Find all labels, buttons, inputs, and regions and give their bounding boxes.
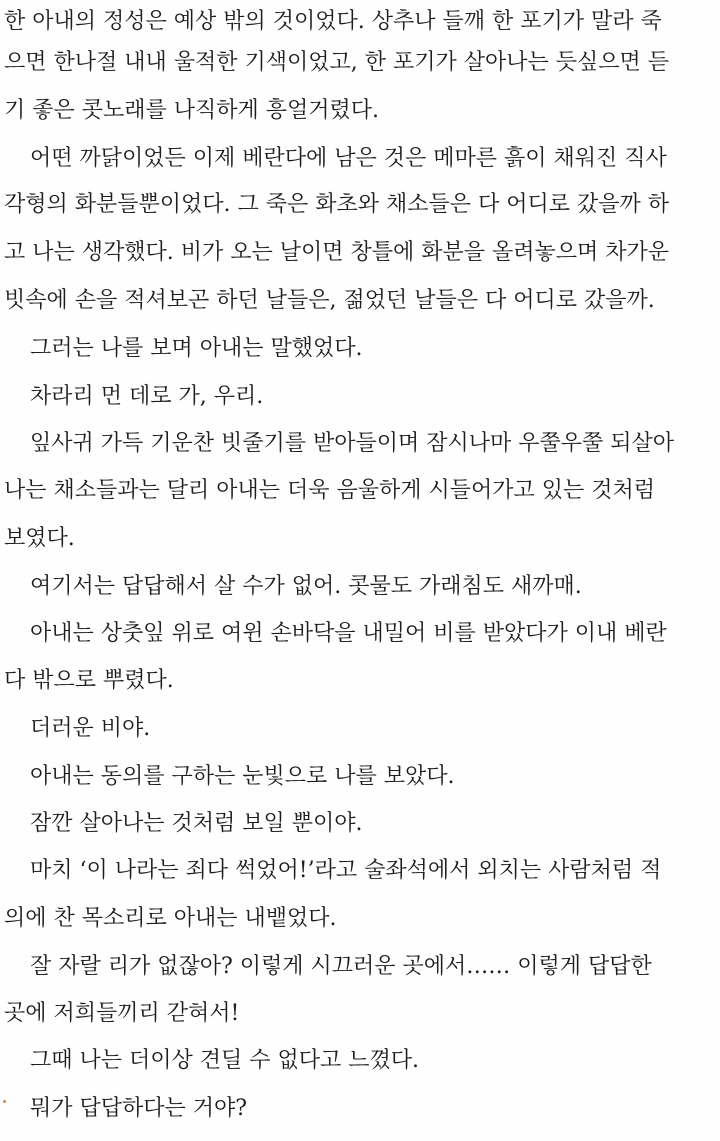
text-line: 차라리 먼 데로 가, 우리. [30,384,264,409]
text-line: 빗속에 손을 적셔보곤 하던 날들은, 젊었던 날들은 다 어디로 갔을까. [4,288,655,313]
text-line: 나는 채소들과는 달리 아내는 더욱 음울하게 시들어가고 있는 것처럼 [4,478,656,503]
text-line: 더러운 비야. [30,716,151,741]
text-line: 한 아내의 정성은 예상 밖의 것이었다. 상추나 들깨 한 포기가 말라 죽 [4,9,662,34]
text-line: 기 좋은 콧노래를 나직하게 흥얼거렸다. [4,98,379,123]
text-line: 여기서는 답답해서 살 수가 없어. 콧물도 가래침도 새까매. [30,574,582,599]
text-line: 아내는 상춧잎 위로 여윈 손바닥을 내밀어 비를 받았다가 이내 베란 [30,621,667,646]
text-line: 각형의 화분들뿐이었다. 그 죽은 화초와 채소들은 다 어디로 갔을까 하 [4,192,669,217]
text-line: 뭐가 답답하다는 거야? [30,1096,248,1121]
text-line: 아내는 동의를 구하는 눈빛으로 나를 보았다. [30,764,455,789]
text-line: 으면 한나절 내내 울적한 기색이었고, 한 포기가 살아나는 듯싶으면 듣 [4,50,669,75]
text-line: 잎사귀 가득 기운찬 빗줄기를 받아들이며 잠시나마 우쭐우쭐 되살아 [30,431,675,456]
text-line: 그때 나는 더이상 견딜 수 없다고 느꼈다. [30,1048,419,1073]
text-line: 잘 자랄 리가 없잖아? 이렇게 시끄러운 곳에서…… 이렇게 답답한 [30,954,652,979]
text-line: 고 나는 생각했다. 비가 오는 날이면 창틀에 화분을 올려놓으며 차가운 [4,240,669,265]
text-line: 그러는 나를 보며 아내는 말했었다. [30,336,363,361]
text-line: 다 밖으로 뿌렸다. [4,668,174,693]
scan-speck [3,1100,6,1103]
text-line: 마치 ‘이 나라는 죄다 썩었어!’라고 술좌석에서 외치는 사람처럼 적 [30,858,662,883]
text-line: 어떤 까닭이었든 이제 베란다에 남은 것은 메마른 흙이 채워진 직사 [30,146,667,171]
text-line: 잠깐 살아나는 것처럼 보일 뿐이야. [30,811,363,836]
text-line: 의에 찬 목소리로 아내는 내뱉었다. [4,906,337,931]
text-line: 보였다. [4,526,75,551]
text-line: 곳에 저희들끼리 갇혀서! [4,1001,240,1026]
